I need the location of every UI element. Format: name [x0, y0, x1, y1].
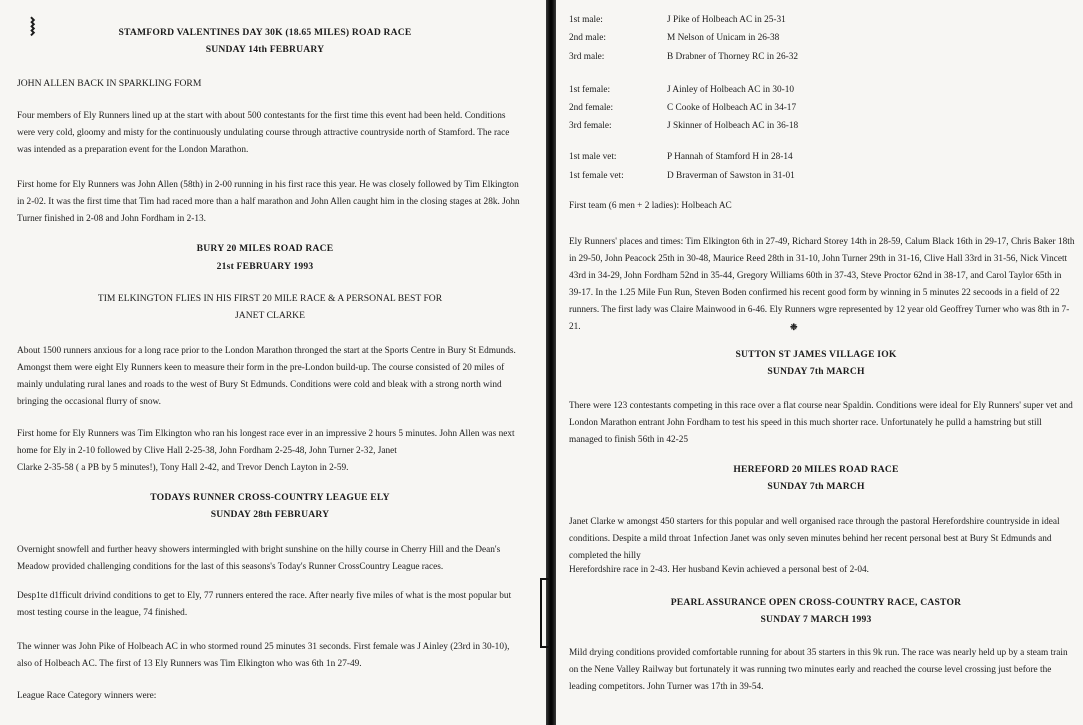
- ely-places-paragraph: Ely Runners' places and times: Tim Elkington 6th in 27-49, Richard Storey 14th in 28-59, Calum Black 16th in 29-17, Chris Baker 18th in 29-50, John Peacock 25th in 30-48, Maurice Reed 28th in 31-10, John Turner 29th in 31-16, Clive Hall 33rd in 31-56, Nick Vincett 43rd in 34-29, John Fordham 52nd in 35-44, Gregory Williams 60th in 37-43, Steve Proctor 62nd in 38-17, and Carol Taylor 65th in 39-17. In the 1.25 Mile Fun Run, Steven Boden confirmed his recent good form by winning in 5 minutes 22 secoods in a field of 22 runners. The first lady was Claire Mainwood in 6-46. Ely Runners wgre represented by 12 year old Geoffrey Turner who was 8th in 7-21.: [569, 237, 1075, 332]
- winner-value: J Pike of Holbeach AC in 25-31: [667, 15, 786, 25]
- bury-paragraph-2: First home for Ely Runners was Tim Elkington who ran his longest race ever in an impressive 2 hours 5 minutes. John Allen was next home for Ely in 2-10 followed by Clive Hall 2-25-38, John Fordham 2-25-48, John Turner 2-32, Janet: [17, 429, 515, 456]
- stamford-paragraph-2: First home for Ely Runners was John Allen (58th) in 2-00 running in his first race this year. He was closely followed by Tim Elkington in 2-02. It was the first time that Tim had raced more than a half marathon and John Allen caught him in the closing stages at 28k. John Turner finished in 2-08 and John Fordham in 2-13.: [17, 180, 520, 224]
- winner-value: J Skinner of Holbeach AC in 36-18: [667, 121, 799, 131]
- speck-icon: ❉: [790, 322, 798, 332]
- bury-paragraph-1: About 1500 runners anxious for a long race prior to the London Marathon thronged the start at the Sports Centre in Bury St Edmunds. Amongst them were eight Ely Runners keen to measure their form in the pre-London build-up. The course consisted of 20 miles of mainly undulating rural lanes and roads to the west of Bury St Edmunds. Conditions were cold and bleak with a strong north wind bringing the occasional flurry of snow.: [17, 346, 516, 407]
- bury-title: BURY 20 MILES ROAD RACE: [196, 243, 334, 254]
- todays-paragraph-1: Overnight snowfell and further heavy showers intermingled with bright sunshine on the hilly course in Cherry Hill and the Dean's Meadow provided challenging conditions for the last of this seasons's Today's Runner CrossCountry League races.: [17, 545, 501, 572]
- winner-value: M Nelson of Unicam in 26-38: [667, 33, 780, 43]
- todays-paragraph-4: League Race Category winners were:: [17, 691, 157, 701]
- binding-bracket: [540, 578, 550, 648]
- pearl-date: SUNDAY 7 MARCH 1993: [760, 614, 872, 625]
- hereford-paragraph-1: Janet Clarke w amongst 450 starters for this popular and well organised race through the pastoral Herefordshire countryside in ideal conditions. Despite a mild throat 1nfection Janet was only seven minutes behind her recent personal best at Bury St Edmunds and completed the hilly: [569, 517, 1060, 561]
- stamford-date: SUNDAY 14th FEBRUARY: [205, 44, 325, 55]
- pearl-title: PEARL ASSURANCE OPEN CROSS-COUNTRY RACE, CASTOR: [670, 597, 962, 608]
- winner-value: J Ainley of Holbeach AC in 30-10: [667, 85, 795, 95]
- right-page: [556, 0, 1083, 725]
- bury-paragraph-3: Clarke 2-35-58 ( a PB by 5 minutes!), Tony Hall 2-42, and Trevor Dench Layton in 2-59.: [17, 463, 349, 473]
- winner-value: B Drabner of Thorney RC in 26-32: [667, 52, 798, 62]
- todays-paragraph-3: The winner was John Pike of Holbeach AC in who stormed round 25 minutes 31 seconds. First female was J Ainley (23rd in 30-10), also of Holbeach AC. The first of 13 Ely Runners was Tim Elkington who was 6th 1n 27-49.: [17, 642, 510, 669]
- todays-title: TODAYS RUNNER CROSS-COUNTRY LEAGUE ELY: [150, 492, 390, 503]
- winner-value: P Hannah of Stamford H in 28-14: [667, 152, 793, 162]
- winner-value: C Cooke of Holbeach AC in 34-17: [667, 103, 797, 113]
- winner-label: 1st male vet:: [569, 152, 617, 162]
- sutton-paragraph: There were 123 contestants competing in this race over a flat course near Spaldin. Conditions were ideal for Ely Runners' super vet and London Marathon entrant John Fordham to test his speed in this much shorter race. Unfortunately he pulld a hamstring but still managed to finish 56th in 42-25: [569, 401, 1073, 445]
- pearl-paragraph: Mild drying conditions provided comfortable running for about 35 starters in this 9k run. The race was nearly held up by a steam train on the Nene Valley Railway but fortunately it was running two minutes early and reached the course level crossing just before the leading competitors. John Turner was 17th in 39-54.: [569, 648, 1068, 692]
- bury-headline-1: TIM ELKINGTON FLIES IN HIS FIRST 20 MILE RACE & A PERSONAL BEST FOR: [97, 293, 443, 304]
- winner-label: 1st female vet:: [569, 171, 624, 181]
- stamford-headline: JOHN ALLEN BACK IN SPARKLING FORM: [17, 78, 202, 89]
- winner-label: 2nd male:: [569, 33, 606, 43]
- stamford-paragraph-1: Four members of Ely Runners lined up at the start with about 500 contestants for the first time this event had been held. Conditions were very cold, gloomy and misty for the continuously undulating course through attractive countryside north of Stamford. The race was intended as a preparation event for the London Marathon.: [17, 111, 510, 155]
- bury-headline-2: JANET CLARKE: [235, 310, 305, 321]
- winner-label: 2nd female:: [569, 103, 614, 113]
- todays-date: SUNDAY 28th FEBRUARY: [210, 509, 330, 520]
- winner-label: 3rd female:: [569, 121, 612, 131]
- first-team: First team (6 men + 2 ladies): Holbeach AC: [569, 201, 732, 211]
- sutton-date: SUNDAY 7th MARCH: [767, 366, 865, 377]
- bracket-mark-icon: ⧘: [30, 12, 36, 41]
- winner-label: 3rd male:: [569, 52, 605, 62]
- todays-paragraph-2: Desp1te d1fficult drivind conditions to get to Ely, 77 runners entered the race. After nearly five miles of what is the most popular but most testing course in the league, 74 finished.: [17, 591, 512, 618]
- hereford-date: SUNDAY 7th MARCH: [767, 481, 865, 492]
- stamford-title: STAMFORD VALENTINES DAY 30K (18.65 MILES) ROAD RACE: [118, 27, 412, 38]
- winner-label: 1st female:: [569, 85, 611, 95]
- winner-value: D Braverman of Sawston in 31-01: [667, 171, 795, 181]
- bury-date: 21st FEBRUARY 1993: [216, 261, 314, 272]
- winner-label: 1st male:: [569, 15, 603, 25]
- sutton-title: SUTTON ST JAMES VILLAGE IOK: [735, 349, 897, 360]
- hereford-paragraph-2: Herefordshire race in 2-43. Her husband Kevin achieved a personal best of 2-04.: [569, 565, 869, 575]
- hereford-title: HEREFORD 20 MILES ROAD RACE: [733, 464, 899, 475]
